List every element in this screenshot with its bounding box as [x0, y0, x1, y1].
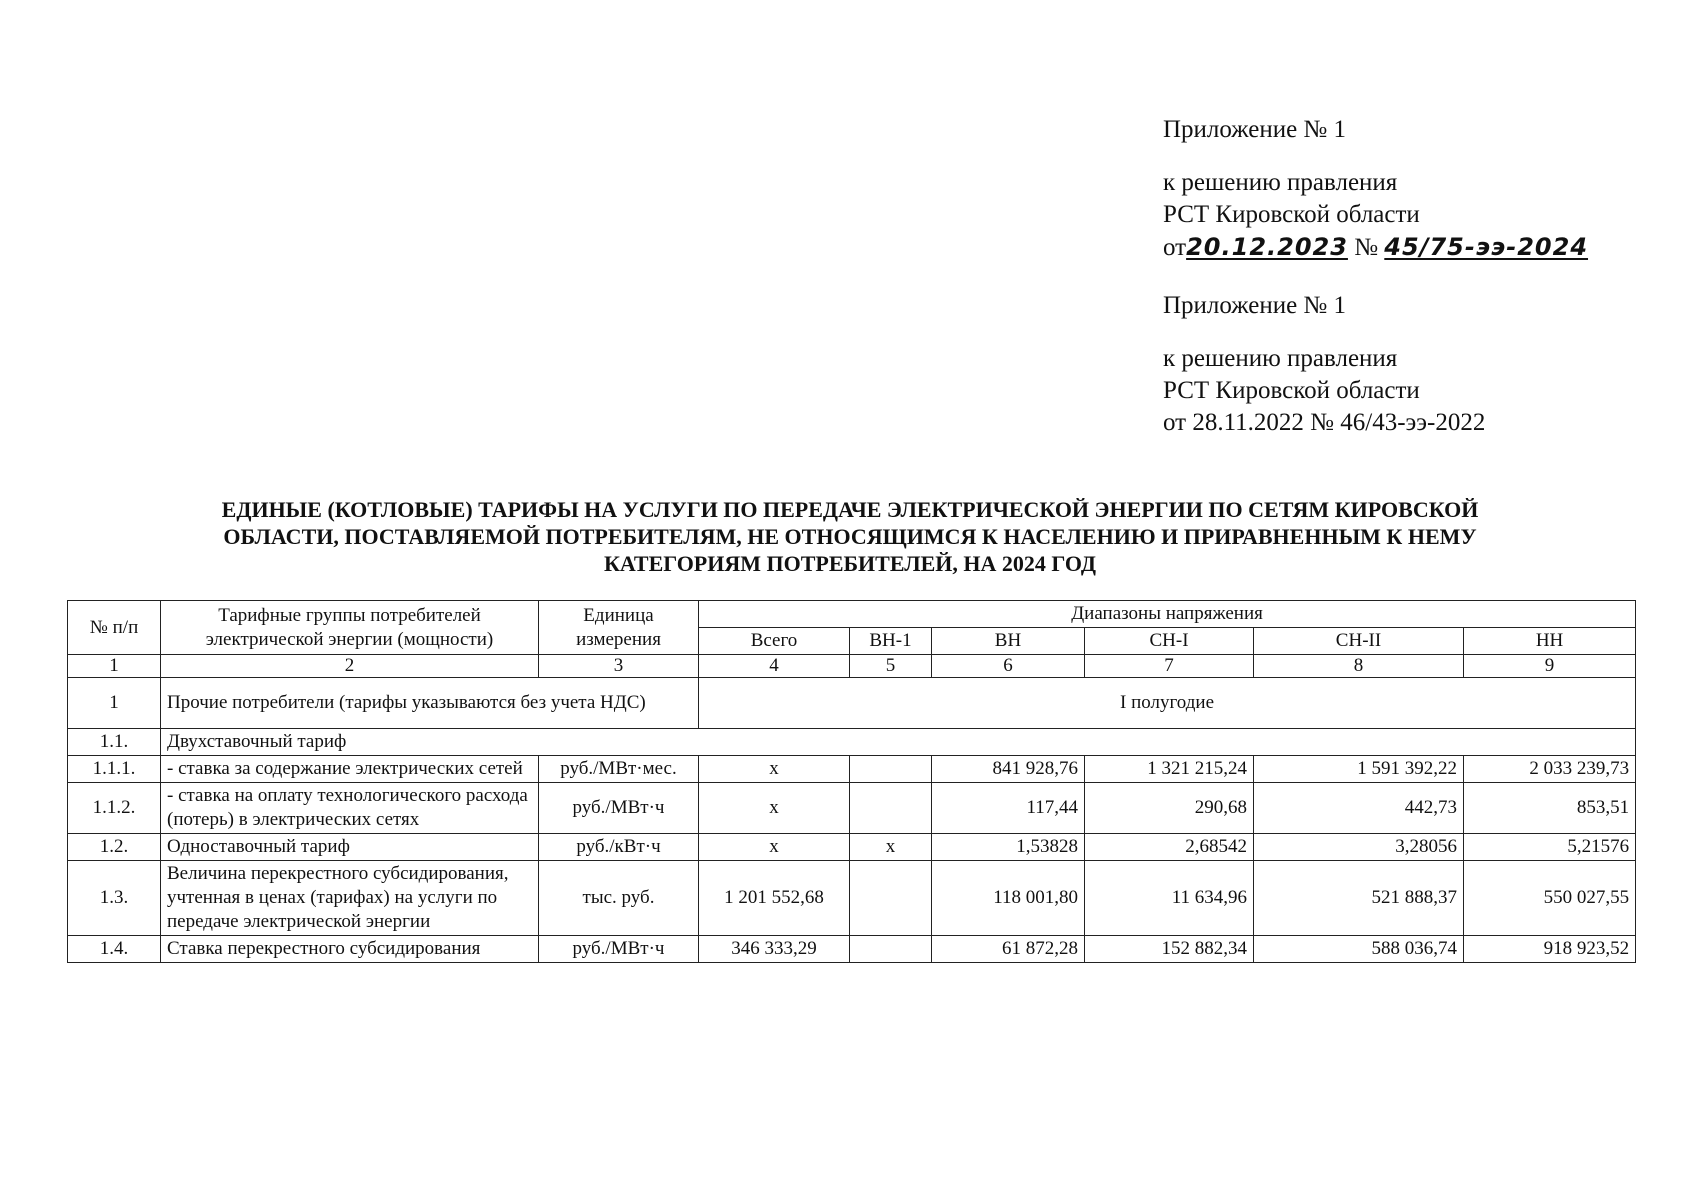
cell-vn: 117,44: [932, 783, 1085, 834]
header-nn: НН: [1464, 628, 1636, 655]
table-row: [68, 936, 1636, 963]
row-unit: руб./МВт·ч: [539, 936, 699, 963]
appendix-title: Приложение № 1: [1163, 116, 1347, 143]
col-number: 5: [850, 655, 932, 678]
table-row: [68, 861, 1636, 936]
cell-sn2: 588 036,74: [1254, 936, 1464, 963]
table-row: [68, 756, 1636, 783]
cell-sn1: 1 321 215,24: [1085, 756, 1254, 783]
cell-sn1: 11 634,96: [1085, 861, 1254, 936]
col-number: 9: [1464, 655, 1636, 678]
cell-sn2: 521 888,37: [1254, 861, 1464, 936]
header-vn: ВН: [932, 628, 1085, 655]
authority-line: РСТ Кировской области: [1163, 377, 1420, 404]
cell-vn1: х: [850, 834, 932, 861]
row-unit: руб./МВт·мес.: [539, 756, 699, 783]
col-number: 6: [932, 655, 1085, 678]
cell-vn: 61 872,28: [932, 936, 1085, 963]
row-unit: руб./МВт·ч: [539, 783, 699, 834]
cell-sn1: 290,68: [1085, 783, 1254, 834]
row-num: 1.1.: [68, 729, 161, 756]
cell-nn: 5,21576: [1464, 834, 1636, 861]
cell-total: х: [699, 783, 850, 834]
table-row: [68, 783, 1636, 834]
row-label: Одноставочный тариф: [161, 834, 539, 861]
col-number: 7: [1085, 655, 1254, 678]
col-number: 2: [161, 655, 539, 678]
header-sn2: СН-II: [1254, 628, 1464, 655]
decision-line: к решению правления: [1163, 345, 1398, 372]
cell-sn2: 3,28056: [1254, 834, 1464, 861]
col-number: 1: [68, 655, 161, 678]
authority-line: РСТ Кировской области: [1163, 201, 1420, 228]
row-unit: руб./кВт·ч: [539, 834, 699, 861]
cell-vn1: [850, 783, 932, 834]
table-row: [68, 834, 1636, 861]
cell-vn1: [850, 861, 932, 936]
cell-vn1: [850, 756, 932, 783]
period-label: I полугодие: [699, 678, 1636, 729]
row-label: - ставка на оплату технологического расхода (потерь) в электрических сетях: [161, 783, 539, 834]
title-line: КАТЕГОРИЯМ ПОТРЕБИТЕЛЕЙ, НА 2024 ГОД: [603, 551, 1097, 576]
cell-vn: 1,53828: [932, 834, 1085, 861]
row-num: 1.1.2.: [68, 783, 161, 834]
cell-sn2: 442,73: [1254, 783, 1464, 834]
row-num: 1.1.1.: [68, 756, 161, 783]
handwritten-number: 45/75-ээ-2024: [1384, 233, 1589, 261]
handwritten-date: 20.12.2023: [1186, 233, 1348, 261]
row-label: Двухставочный тариф: [161, 729, 1636, 756]
cell-total: х: [699, 834, 850, 861]
col-number: 3: [539, 655, 699, 678]
decision-date-number: [1163, 231, 1588, 264]
col-number: 8: [1254, 655, 1464, 678]
appendix-title: Приложение № 1: [1163, 292, 1347, 319]
decision-line: к решению правления: [1163, 169, 1398, 196]
cell-nn: 2 033 239,73: [1464, 756, 1636, 783]
cell-sn2: 1 591 392,22: [1254, 756, 1464, 783]
cell-nn: 853,51: [1464, 783, 1636, 834]
cell-total: 1 201 552,68: [699, 861, 850, 936]
row-label: Прочие потребители (тарифы указываются без учета НДС): [161, 678, 699, 729]
decision-date-number: от 28.11.2022 № 46/43-ээ-2022: [1163, 409, 1486, 436]
cell-vn: 841 928,76: [932, 756, 1085, 783]
section-row: [68, 678, 1636, 729]
subsection-row: [68, 729, 1636, 756]
title-line: ЕДИНЫЕ (КОТЛОВЫЕ) ТАРИФЫ НА УСЛУГИ ПО ПЕРЕДАЧЕ ЭЛЕКТРИЧЕСКОЙ ЭНЕРГИИ ПО СЕТЯМ КИРОВСКОЙ: [221, 497, 1479, 522]
row-num: 1: [68, 678, 161, 729]
number-prefix: №: [1354, 234, 1379, 261]
tariff-table: [67, 600, 1636, 963]
header-total: Всего: [699, 628, 850, 655]
row-num: 1.4.: [68, 936, 161, 963]
header-vn1: ВН-1: [850, 628, 932, 655]
cell-nn: 550 027,55: [1464, 861, 1636, 936]
header-sn1: СН-I: [1085, 628, 1254, 655]
cell-sn1: 152 882,34: [1085, 936, 1254, 963]
appendix-current: [1163, 114, 1588, 264]
header-row: [68, 601, 1636, 628]
title-line: ОБЛАСТИ, ПОСТАВЛЯЕМОЙ ПОТРЕБИТЕЛЯМ, НЕ ОТНОСЯЩИМСЯ К НАСЕЛЕНИЮ И ПРИРАВНЕННЫМ К НЕМУ: [223, 524, 1477, 549]
document-title: [80, 496, 1620, 577]
cell-vn1: [850, 936, 932, 963]
row-label: Величина перекрестного субсидирования, учтенная в ценах (тарифах) на услуги по передаче электрической энергии: [161, 861, 539, 936]
header-unit: Единица измерения: [539, 601, 699, 655]
cell-vn: 118 001,80: [932, 861, 1085, 936]
cell-total: х: [699, 756, 850, 783]
row-num: 1.3.: [68, 861, 161, 936]
cell-nn: 918 923,52: [1464, 936, 1636, 963]
row-label: - ставка за содержание электрических сетей: [161, 756, 539, 783]
row-num: 1.2.: [68, 834, 161, 861]
column-number-row: [68, 655, 1636, 678]
from-prefix: от: [1163, 234, 1187, 261]
col-number: 4: [699, 655, 850, 678]
header-ranges: Диапазоны напряжения: [699, 601, 1636, 628]
row-unit: тыс. руб.: [539, 861, 699, 936]
cell-total: 346 333,29: [699, 936, 850, 963]
header-group: Тарифные группы потребителей электрической энергии (мощности): [161, 601, 539, 655]
cell-sn1: 2,68542: [1085, 834, 1254, 861]
row-label: Ставка перекрестного субсидирования: [161, 936, 539, 963]
appendix-previous: [1163, 290, 1485, 439]
header-num: № п/п: [68, 601, 161, 655]
